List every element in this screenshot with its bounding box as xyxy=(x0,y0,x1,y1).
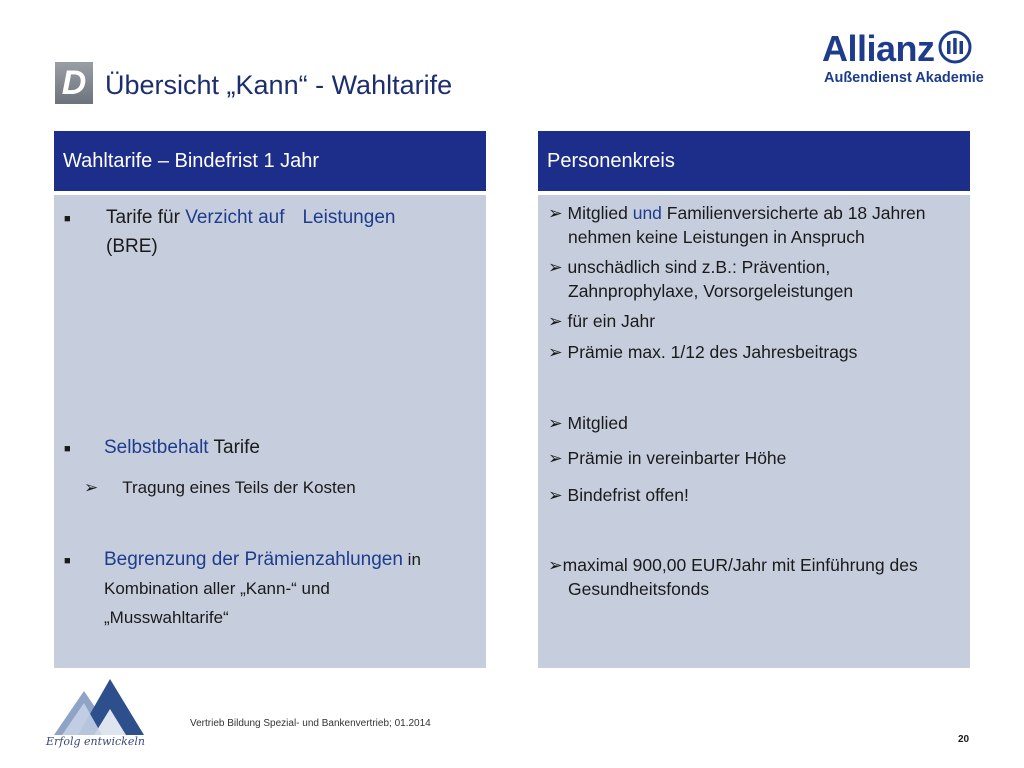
arrow-bullet-icon: ➢ xyxy=(548,555,563,575)
allianz-logo xyxy=(822,24,982,94)
list-item: ➢maximal 900,00 EUR/Jahr mit Einführung des Gesundheitsfonds xyxy=(548,555,918,599)
arrow-bullet-icon: ➢ xyxy=(548,203,563,223)
brand-subtitle: Außendienst Akademie xyxy=(824,70,984,86)
square-bullet-icon: ■ xyxy=(64,213,71,225)
right-panel xyxy=(538,131,970,668)
list-item: ➢ Mitglied xyxy=(548,413,628,433)
arrow-bullet-icon: ➢ xyxy=(548,413,563,433)
page-title: Übersicht „Kann“ - Wahltarife xyxy=(105,70,453,100)
list-item: ➢ Bindefrist offen! xyxy=(548,485,689,505)
list-item: Tarife für Verzicht auf Leistungen (BRE) xyxy=(106,207,396,257)
square-bullet-icon: ■ xyxy=(64,443,71,455)
allianz-eagle-icon xyxy=(938,30,972,64)
arrow-bullet-icon: ➢ xyxy=(84,478,99,497)
section-badge: D xyxy=(55,62,93,104)
list-item: ➢ für ein Jahr xyxy=(548,311,656,331)
arrow-bullet-icon: ➢ xyxy=(548,342,563,362)
page-number: 20 xyxy=(958,734,970,745)
arrow-bullet-icon: ➢ xyxy=(548,311,563,331)
footer-slogan: Erfolg entwickeln xyxy=(46,735,145,748)
list-item: Selbstbehalt Tarife xyxy=(104,437,260,458)
left-panel xyxy=(54,131,486,668)
list-item: ➢ unschädlich sind z.B.: Prävention, Zahnprophylaxe, Vorsorgeleistungen xyxy=(548,257,854,301)
list-subitem: ➢ Tragung eines Teils der Kosten xyxy=(84,478,356,497)
list-item: ➢ Mitglied und Familienversicherte ab 18 Jahren nehmen keine Leistungen in Anspruch xyxy=(548,203,926,247)
right-panel-heading: Personenkreis xyxy=(538,131,970,195)
arrow-bullet-icon: ➢ xyxy=(548,257,563,277)
list-item: ➢ Prämie max. 1/12 des Jahresbeitrags xyxy=(548,342,858,362)
arrow-bullet-icon: ➢ xyxy=(548,485,563,505)
square-bullet-icon: ■ xyxy=(64,555,71,567)
list-item: Begrenzung der Prämienzahlungen in Kombination aller „Kann-“ und „Musswahltarife“ xyxy=(104,549,421,627)
footer-text: Vertrieb Bildung Spezial- und Bankenvertrieb; 01.2014 xyxy=(190,718,431,729)
arrow-bullet-icon: ➢ xyxy=(548,448,563,468)
brand-name: Allianz xyxy=(822,28,935,69)
left-panel-heading: Wahltarife – Bindefrist 1 Jahr xyxy=(54,131,486,195)
list-item: ➢ Prämie in vereinbarter Höhe xyxy=(548,448,787,468)
